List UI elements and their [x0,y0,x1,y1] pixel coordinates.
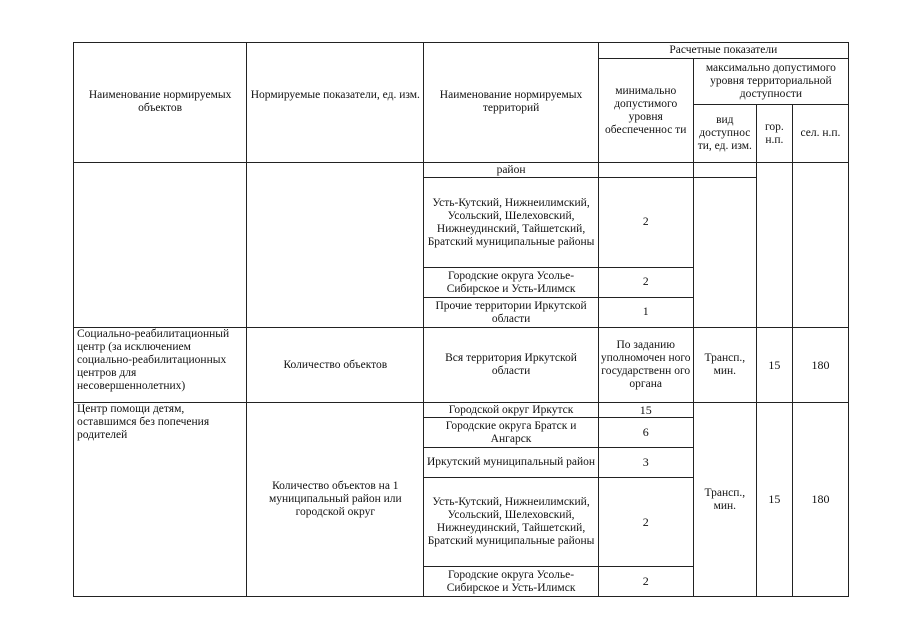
territory-cell: Прочие территории Иркутской области [424,298,598,328]
urban-cell-continued [756,163,792,328]
header-min-level: минимально допустимого уровня обеспеченнос ти [598,59,693,163]
territory-cell: Иркутский муниципальный район [424,448,598,478]
min-value: 2 [599,178,693,268]
min-value: 15 [598,403,693,418]
territory-cell: Усть-Кутский, Нижнеилимский, Усольский, Шелеховский, Нижнеудинский, Тайшетский, Братский муниципальные районы [424,478,598,567]
min-value: 2 [598,478,693,567]
header-indicator: Нормируемые показатели, ед. изм. [247,43,424,163]
header-rural: сел. н.п. [792,105,848,163]
indicator-cell: Количество объектов [247,328,424,403]
min-value: 2 [599,268,693,298]
access-type-cell: Трансп., мин. [693,328,756,403]
urban-value: 15 [756,328,792,403]
rural-value: 180 [792,328,848,403]
territory-cell: Усть-Кутский, Нижнеилимский, Усольский, Шелеховский, Нижнеудинский, Тайшетский, Братский муниципальные районы [424,178,598,268]
header-territory: Наименование нормируемых территорий [424,43,598,163]
urban-value: 15 [756,403,792,597]
header-object: Наименование нормируемых объектов [74,43,247,163]
indicator-cell: Количество объектов на 1 муниципальный район или городской округ [247,403,424,597]
territory-cell: район [424,163,598,178]
object-cell-continued [74,163,247,328]
min-value: 6 [598,418,693,448]
access-type-subcells [693,163,756,328]
header-max-group: максимально допустимого уровня территориальной доступности [693,59,848,105]
object-cell: Центр помощи детям, оставшимся без попечения родителей [74,403,247,597]
header-access-type: вид доступнос ти, ед. изм. [693,105,756,163]
norms-table [73,42,849,597]
territory-cell: Городские округа Усолье-Сибирское и Усть-Илимск [424,567,598,597]
header-calc-group: Расчетные показатели [598,43,848,59]
territory-cell: Городские округа Усолье-Сибирское и Усть-Илимск [424,268,598,298]
territory-cell: Городской округ Иркутск [424,403,598,418]
indicator-cell-continued [247,163,424,328]
header-urban: гор. н.п. [756,105,792,163]
min-value: 2 [598,567,693,597]
object-cell: Социально-реабилитационный центр (за исключением социально-реабилитационных центров для несовершеннолетних) [74,328,247,403]
min-value: 3 [598,448,693,478]
territory-cell: Городские округа Братск и Ангарск [424,418,598,448]
territory-cell: Вся территория Иркутской области [424,328,598,403]
min-subcells [598,163,693,328]
min-value: 1 [642,306,649,318]
access-type-cell: Трансп., мин. [693,403,756,597]
min-cell: По заданию уполномочен ного государственн ого органа [598,328,693,403]
rural-value: 180 [792,403,848,597]
rural-cell-continued [792,163,848,328]
